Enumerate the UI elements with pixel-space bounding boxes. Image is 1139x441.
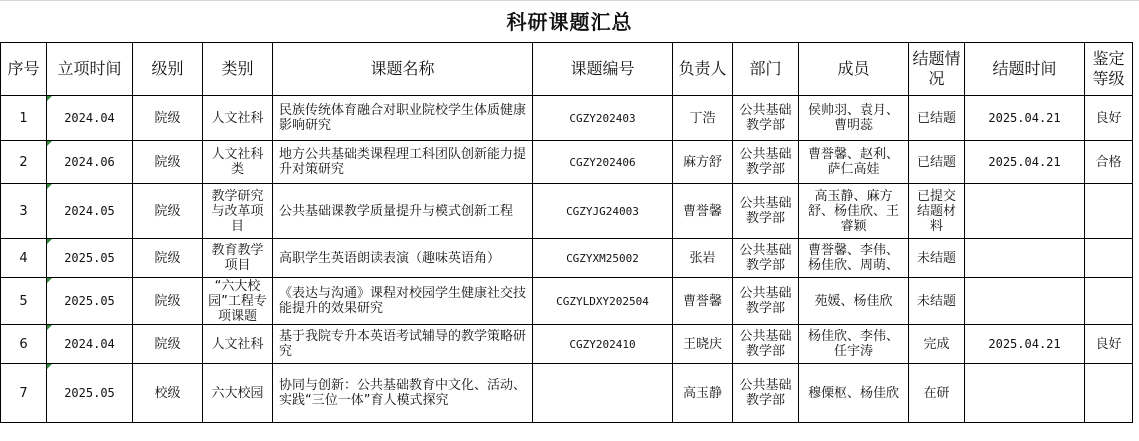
cell-grade[interactable] [1085,184,1133,239]
sheet-title: 科研课题汇总 [506,10,633,34]
cell-category[interactable]: “六大校园”工程专项课题 [203,278,273,325]
cell-department[interactable]: 公共基础教学部 [733,278,799,325]
table-row [1,141,1133,184]
cell-level[interactable]: 院级 [133,141,203,184]
header-cell[interactable]: 鉴定等级 [1085,43,1133,96]
cell-leader[interactable]: 张岩 [673,239,733,278]
cell-date[interactable]: 2024.04 [47,325,133,364]
cell-department[interactable]: 公共基础教学部 [733,141,799,184]
cell-no[interactable]: 1 [1,96,47,141]
cell-project-name[interactable]: 地方公共基础类课程理工科团队创新能力提升对策研究 [273,141,533,184]
cell-members[interactable]: 曹誉馨、李伟、杨佳欣、周萌、 [799,239,909,278]
cell-grade[interactable] [1085,278,1133,325]
header-cell[interactable]: 课题名称 [273,43,533,96]
cell-leader[interactable]: 王晓庆 [673,325,733,364]
cell-project-code[interactable]: CGZY202406 [533,141,673,184]
cell-level[interactable]: 院级 [133,239,203,278]
table-row [1,184,1133,239]
cell-date[interactable]: 2024.05 [47,184,133,239]
header-cell[interactable]: 负责人 [673,43,733,96]
cell-end-date[interactable] [965,278,1085,325]
cell-level[interactable]: 院级 [133,325,203,364]
cell-members[interactable]: 苑媛、杨佳欣 [799,278,909,325]
cell-status[interactable]: 已结题 [909,141,965,184]
cell-department[interactable]: 公共基础教学部 [733,239,799,278]
cell-no[interactable]: 3 [1,184,47,239]
cell-project-code[interactable]: CGZY202403 [533,96,673,141]
header-cell[interactable]: 类别 [203,43,273,96]
header-row [1,43,1133,96]
cell-department[interactable]: 公共基础教学部 [733,184,799,239]
cell-date[interactable]: 2025.05 [47,278,133,325]
cell-no[interactable]: 5 [1,278,47,325]
cell-category[interactable]: 教育教学项目 [203,239,273,278]
table-row [1,96,1133,141]
cell-status[interactable]: 未结题 [909,278,965,325]
header-cell[interactable]: 结题情况 [909,43,965,96]
table-row [1,239,1133,278]
table-row [1,278,1133,325]
cell-project-name[interactable]: 公共基础课教学质量提升与模式创新工程 [273,184,533,239]
cell-status[interactable]: 已提交结题材料 [909,184,965,239]
cell-no[interactable]: 4 [1,239,47,278]
header-cell[interactable]: 立项时间 [47,43,133,96]
cell-level[interactable]: 院级 [133,278,203,325]
cell-leader[interactable]: 曹誉馨 [673,278,733,325]
cell-department[interactable]: 公共基础教学部 [733,325,799,364]
cell-level[interactable]: 校级 [133,364,203,423]
cell-category[interactable]: 教学研究与改革项目 [203,184,273,239]
cell-members[interactable]: 穆傈枢、杨佳欣 [799,364,909,423]
cell-no[interactable]: 6 [1,325,47,364]
cell-members[interactable]: 侯帅羽、袁月、曹明蕊 [799,96,909,141]
cell-leader[interactable]: 麻方舒 [673,141,733,184]
header-cell[interactable]: 序号 [1,43,47,96]
header-cell[interactable]: 结题时间 [965,43,1085,96]
cell-project-code[interactable] [533,364,673,423]
cell-status[interactable]: 完成 [909,325,965,364]
cell-project-code[interactable]: CGZYXM25002 [533,239,673,278]
cell-level[interactable]: 院级 [133,96,203,141]
cell-project-code[interactable]: CGZYJG24003 [533,184,673,239]
cell-members[interactable]: 高玉静、麻方舒、杨佳欣、王睿颖 [799,184,909,239]
cell-grade[interactable]: 合格 [1085,141,1133,184]
cell-project-code[interactable]: CGZYLDXY202504 [533,278,673,325]
cell-grade[interactable]: 良好 [1085,325,1133,364]
cell-department[interactable]: 公共基础教学部 [733,364,799,423]
cell-end-date[interactable] [965,239,1085,278]
header-cell[interactable]: 成员 [799,43,909,96]
research-projects-table [0,42,1133,423]
cell-category[interactable]: 人文社科 [203,325,273,364]
cell-date[interactable]: 2025.05 [47,364,133,423]
cell-members[interactable]: 杨佳欣、李伟、任宇涛 [799,325,909,364]
cell-project-name[interactable]: 基于我院专升本英语考试辅导的教学策略研究 [273,325,533,364]
cell-project-name[interactable]: 高职学生英语朗读表演（趣味英语角） [273,239,533,278]
cell-department[interactable]: 公共基础教学部 [733,96,799,141]
cell-category[interactable]: 人文社科 [203,96,273,141]
cell-date[interactable]: 2024.06 [47,141,133,184]
cell-leader[interactable]: 高玉静 [673,364,733,423]
header-cell[interactable]: 课题编号 [533,43,673,96]
cell-date[interactable]: 2025.05 [47,239,133,278]
cell-level[interactable]: 院级 [133,184,203,239]
cell-project-name[interactable]: 《表达与沟通》课程对校园学生健康社交技能提升的效果研究 [273,278,533,325]
cell-leader[interactable]: 曹誉馨 [673,184,733,239]
cell-leader[interactable]: 丁浩 [673,96,733,141]
cell-project-code[interactable]: CGZY202410 [533,325,673,364]
cell-date[interactable]: 2024.04 [47,96,133,141]
cell-category[interactable]: 人文社科类 [203,141,273,184]
cell-end-date[interactable]: 2025.04.21 [965,325,1085,364]
cell-grade[interactable] [1085,364,1133,423]
header-cell[interactable]: 部门 [733,43,799,96]
cell-category[interactable]: 六大校园 [203,364,273,423]
cell-members[interactable]: 曹誉馨、赵利、萨仁高娃 [799,141,909,184]
cell-grade[interactable]: 良好 [1085,96,1133,141]
cell-no[interactable]: 2 [1,141,47,184]
table-row [1,364,1133,423]
cell-project-name[interactable]: 民族传统体育融合对职业院校学生体质健康影响研究 [273,96,533,141]
cell-end-date[interactable]: 2025.04.21 [965,141,1085,184]
cell-project-name[interactable]: 协同与创新：公共基础教育中文化、活动、实践“三位一体”育人模式探究 [273,364,533,423]
cell-end-date[interactable] [965,364,1085,423]
header-cell[interactable]: 级别 [133,43,203,96]
cell-status[interactable]: 未结题 [909,239,965,278]
cell-status[interactable]: 已结题 [909,96,965,141]
cell-end-date[interactable] [965,184,1085,239]
table-row [1,325,1133,364]
cell-grade[interactable] [1085,239,1133,278]
cell-no[interactable]: 7 [1,364,47,423]
cell-status[interactable]: 在研 [909,364,965,423]
cell-end-date[interactable]: 2025.04.21 [965,96,1085,141]
